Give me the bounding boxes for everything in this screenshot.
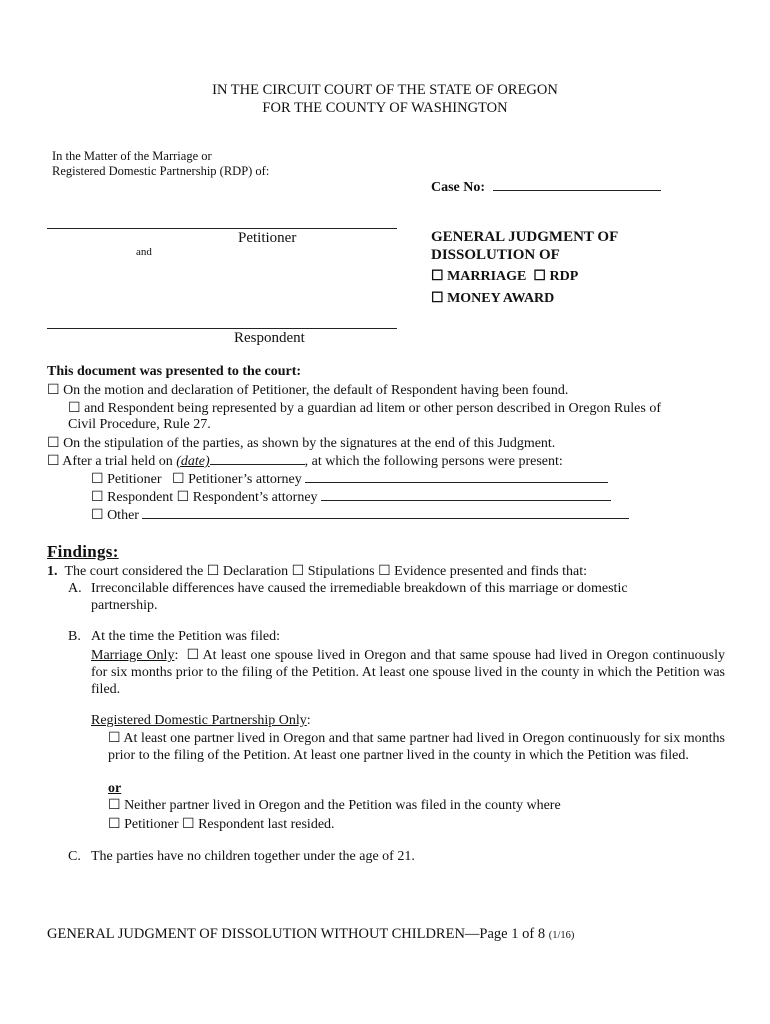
last-resided-row — [108, 816, 335, 833]
trial-prefix: After a trial held on — [62, 454, 173, 469]
money-award-label: MONEY AWARD — [447, 291, 555, 306]
and-label: and — [136, 246, 152, 258]
last-resided-petitioner-label: Petitioner — [124, 817, 179, 832]
present-respondent-attorney-checkbox[interactable]: ☐ — [176, 490, 190, 505]
stipulations-checkbox[interactable]: ☐ — [291, 564, 305, 579]
rdp-checkbox[interactable]: ☐ — [533, 269, 546, 284]
footer-text: GENERAL JUDGMENT OF DISSOLUTION WITHOUT CHILDREN—Page 1 of 8 — [47, 926, 546, 942]
doc-title-line2: DISSOLUTION OF — [431, 247, 560, 263]
petitioner-attorney-blank[interactable] — [305, 481, 608, 483]
guardian-checkbox[interactable]: ☐ — [68, 401, 81, 416]
present-respondent-attorney-label: Respondent’s attorney — [192, 490, 318, 505]
marriage-only-checkbox[interactable]: ☐ — [186, 648, 200, 663]
present-other-row — [91, 507, 629, 524]
present-other-checkbox[interactable]: ☐ — [91, 508, 104, 523]
last-resided-petitioner-checkbox[interactable]: ☐ — [108, 817, 121, 832]
present-petitioner-label: Petitioner — [107, 472, 162, 487]
present-respondent-label: Respondent — [107, 490, 174, 505]
finding-a-label: A. — [68, 581, 82, 596]
stipulation-option — [47, 435, 555, 452]
case-no-blank[interactable] — [493, 189, 661, 191]
present-respondent-row — [91, 489, 611, 506]
stipulations-label: Stipulations — [307, 564, 375, 579]
rdp-only-paragraph — [108, 730, 725, 764]
marriage-only-label: Marriage Only — [91, 648, 175, 663]
declaration-checkbox[interactable]: ☐ — [206, 564, 220, 579]
petitioner-name-line[interactable] — [47, 228, 397, 229]
marriage-checkbox[interactable]: ☐ — [431, 269, 444, 284]
finding-1-row — [47, 563, 587, 580]
finding-1-number: 1. — [47, 564, 58, 579]
footer-version: (1/16) — [548, 930, 575, 941]
petitioner-label: Petitioner — [238, 230, 297, 246]
finding-c-text: The parties have no children together under the age of 21. — [91, 849, 415, 864]
trial-date-blank[interactable] — [210, 463, 305, 465]
money-award-checkbox[interactable]: ☐ — [431, 291, 444, 306]
present-petitioner-row — [91, 471, 608, 488]
present-other-label: Other — [107, 508, 139, 523]
rdp-only-checkbox[interactable]: ☐ — [108, 731, 121, 746]
findings-heading: Findings: — [47, 542, 119, 561]
rdp-only-label: Registered Domestic Partnership Only — [91, 713, 307, 728]
marriage-only-text: At least one spouse lived in Oregon and that same spouse had lived in Oregon continuously for six months prior to the filing of the Petition. At least one spouse lived in the county in which the Petition was filed. — [91, 648, 725, 697]
guardian-text-line1: and Respondent being represented by a guardian ad litem or other person described in Oregon Rules of — [84, 401, 662, 416]
finding-b-label: B. — [68, 629, 81, 644]
case-no-label: Case No: — [431, 180, 486, 195]
stipulation-text: On the stipulation of the parties, as shown by the signatures at the end of this Judgment. — [63, 436, 556, 451]
rdp-option-label: RDP — [549, 269, 579, 284]
other-blank[interactable] — [142, 517, 629, 519]
or-label: or — [108, 781, 122, 796]
marriage-option-label: MARRIAGE — [447, 269, 527, 284]
trial-checkbox[interactable]: ☐ — [47, 454, 60, 469]
matter-line1: In the Matter of the Marriage or — [52, 149, 212, 163]
matter-line2: Registered Domestic Partnership (RDP) of: — [52, 164, 270, 178]
motion-text: On the motion and declaration of Petitioner, the default of Respondent having been found. — [63, 383, 569, 398]
present-respondent-checkbox[interactable]: ☐ — [91, 490, 104, 505]
trial-date-label: (date) — [176, 454, 210, 469]
last-resided-respondent-checkbox[interactable]: ☐ — [182, 817, 195, 832]
guardian-text-line2: Civil Procedure, Rule 27. — [68, 417, 211, 432]
last-resided-respondent-label: Respondent last resided. — [198, 817, 335, 832]
respondent-attorney-blank[interactable] — [321, 499, 611, 501]
finding-a-line1: Irreconcilable differences have caused the irremediable breakdown of this marriage or domestic — [91, 581, 628, 596]
rdp-only-heading: Registered Domestic Partnership Only: — [91, 713, 311, 728]
respondent-name-line[interactable] — [47, 328, 397, 329]
page-footer — [47, 926, 574, 943]
present-petitioner-checkbox[interactable]: ☐ — [91, 472, 104, 487]
finding-a-line2: partnership. — [91, 598, 158, 613]
presented-heading: This document was presented to the court: — [47, 364, 302, 379]
dissolution-type-options — [431, 268, 578, 285]
trial-option — [47, 453, 563, 470]
neither-text: Neither partner lived in Oregon and the Petition was filed in the county where — [124, 798, 561, 813]
stipulation-checkbox[interactable]: ☐ — [47, 436, 60, 451]
court-considered-text: The court considered the — [64, 564, 204, 579]
rdp-only-text: At least one partner lived in Oregon and that same partner had lived in Oregon continuously for six months prior to the filing of the Petition. At least one partner lived in the county in which the Petition was filed. — [108, 731, 725, 763]
case-number-field[interactable] — [431, 180, 661, 196]
motion-checkbox[interactable]: ☐ — [47, 383, 60, 398]
marriage-only-paragraph: Marriage Only: ☐ At least one spouse lived in Oregon and that same spouse had lived in Oregon continuously for six months prior to the filing of the Petition. At least one spouse lived in the county in which the Petition was filed. — [91, 648, 725, 697]
evidence-checkbox[interactable]: ☐ — [378, 564, 391, 579]
declaration-label: Declaration — [222, 564, 289, 579]
finding-c-label: C. — [68, 849, 81, 864]
money-award-option — [431, 290, 554, 307]
doc-title-line1: GENERAL JUDGMENT OF — [431, 229, 619, 245]
evidence-label: Evidence presented and finds that: — [394, 564, 587, 579]
motion-option — [47, 382, 568, 399]
present-petitioner-attorney-label: Petitioner’s attorney — [188, 472, 302, 487]
finding-b-intro: At the time the Petition was filed: — [91, 629, 280, 644]
trial-suffix: , at which the following persons were present: — [304, 454, 563, 469]
court-name-line2: FOR THE COUNTY OF WASHINGTON — [262, 100, 508, 116]
neither-option — [108, 797, 561, 814]
guardian-option — [68, 400, 661, 417]
present-petitioner-attorney-checkbox[interactable]: ☐ — [172, 472, 185, 487]
respondent-label: Respondent — [234, 330, 305, 346]
court-name-line1: IN THE CIRCUIT COURT OF THE STATE OF OREGON — [212, 82, 558, 98]
neither-checkbox[interactable]: ☐ — [108, 798, 121, 813]
